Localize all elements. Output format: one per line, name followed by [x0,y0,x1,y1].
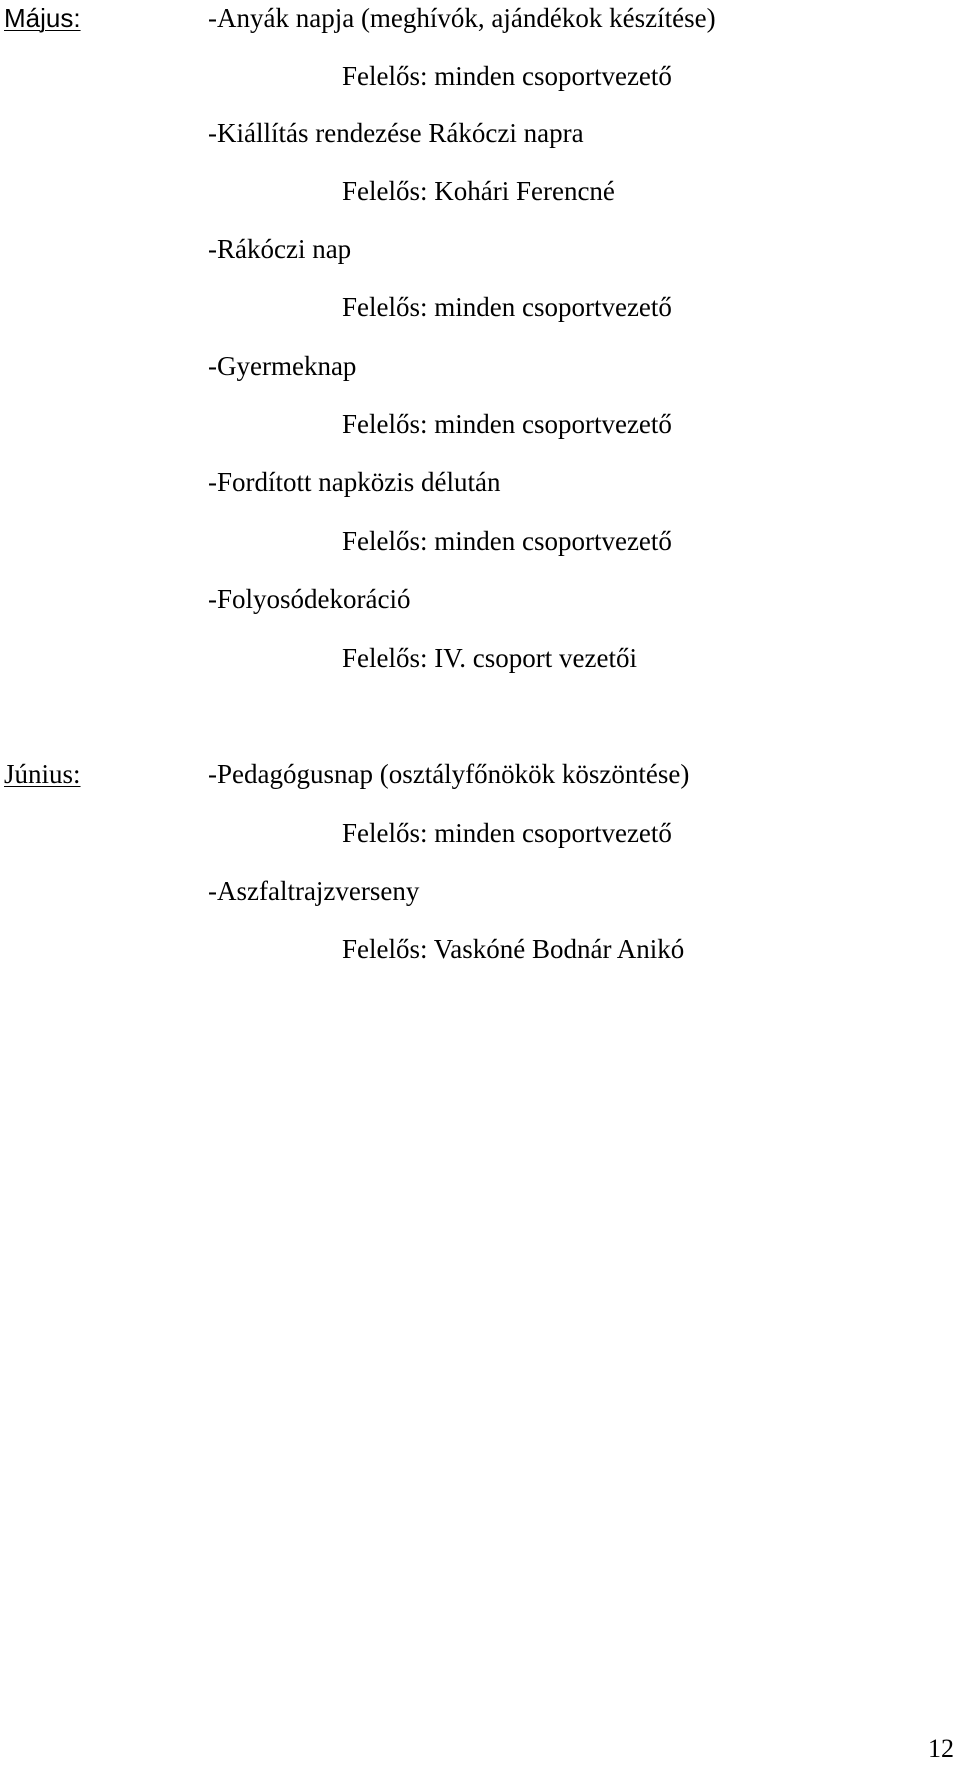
event-responsible: Felelős: minden csoportvezető [342,818,672,848]
event-title: -Aszfaltrajzverseny [208,876,420,906]
event-title: -Kiállítás rendezése Rákóczi napra [208,118,584,148]
event-responsible: Felelős: minden csoportvezető [342,61,672,91]
event-title: -Fordított napközis délután [208,467,501,497]
event-responsible: Felelős: minden csoportvezető [342,409,672,439]
event-title: -Anyák napja (meghívók, ajándékok készítése) [208,3,716,33]
page-number: 12 [928,1734,954,1763]
event-title: -Pedagógusnap (osztályfőnökök köszöntése) [208,759,690,789]
event-responsible: Felelős: Vaskóné Bodnár Anikó [342,934,685,964]
event-responsible: Felelős: minden csoportvezető [342,292,672,322]
event-title: -Gyermeknap [208,351,357,381]
event-title: -Rákóczi nap [208,234,352,264]
month-label-junius: Június: [4,759,81,789]
event-responsible: Felelős: minden csoportvezető [342,526,672,556]
month-label-majus: Május: [4,3,81,33]
event-responsible: Felelős: IV. csoport vezetői [342,643,637,673]
event-responsible: Felelős: Kohári Ferencné [342,176,615,206]
event-title: -Folyosódekoráció [208,584,411,614]
